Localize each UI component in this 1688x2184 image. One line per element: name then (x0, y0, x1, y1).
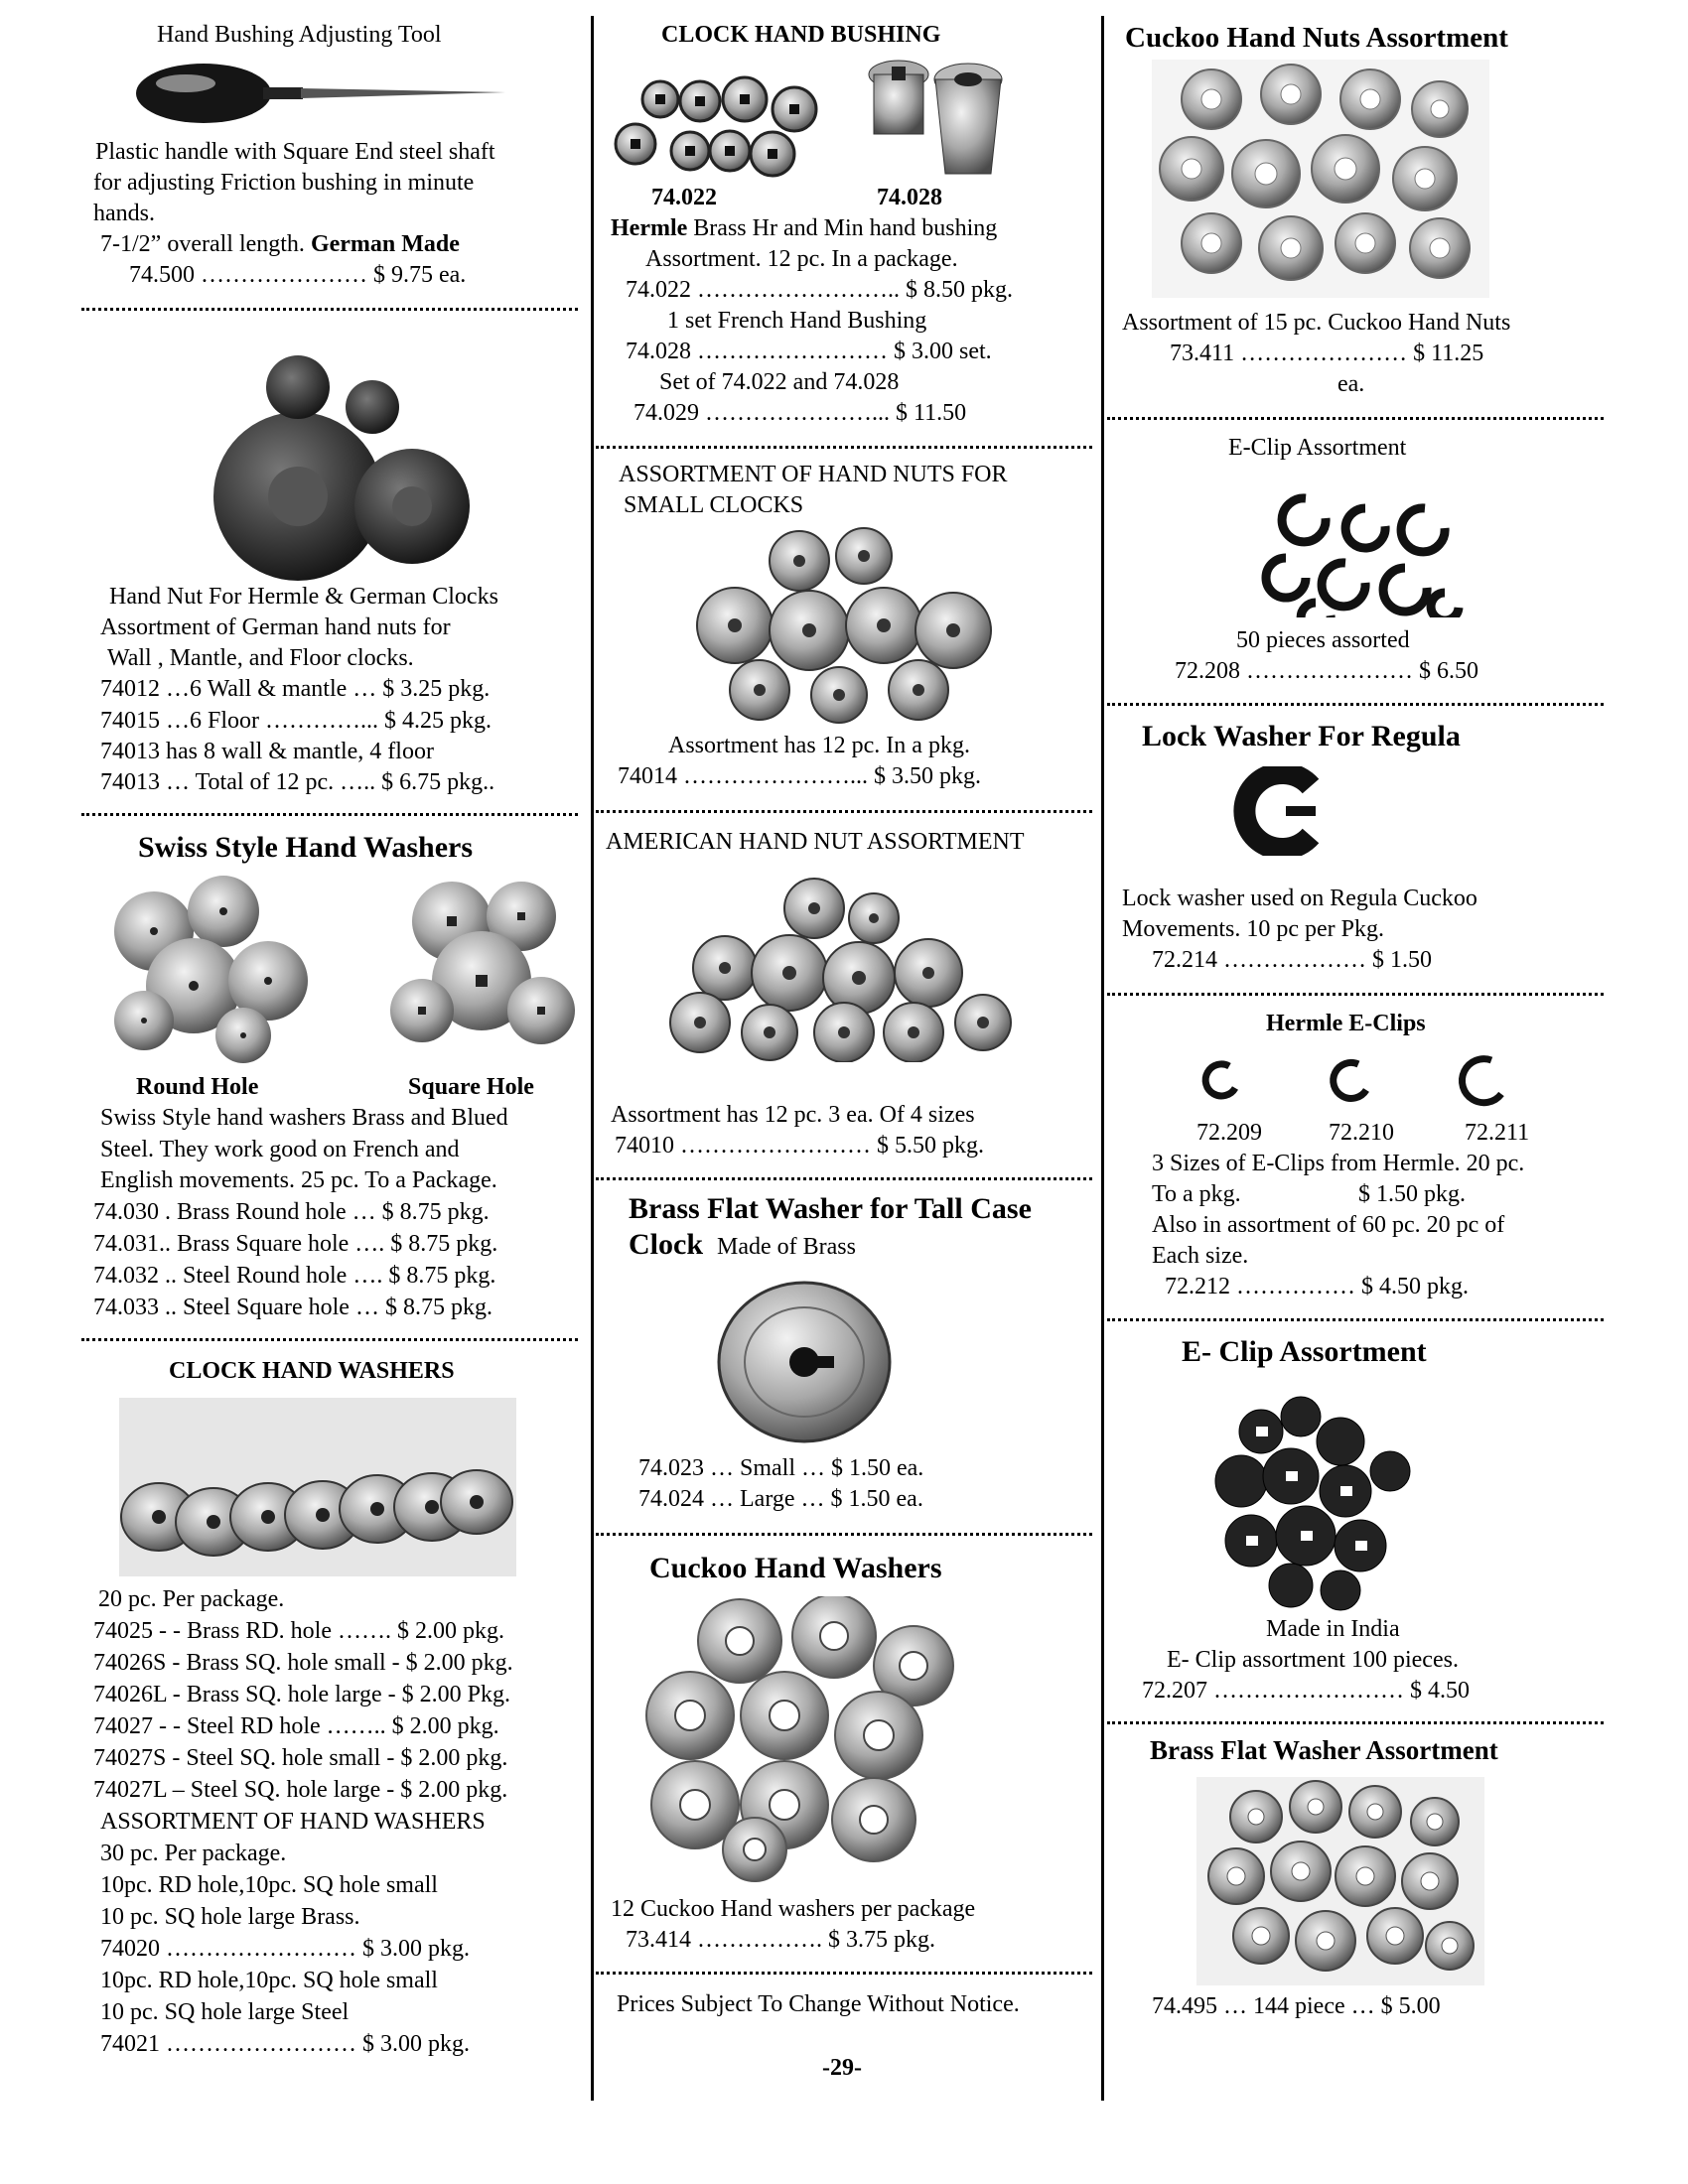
bushing-brand: Hermle (611, 215, 688, 241)
american-nuts-image (665, 874, 1023, 1062)
swiss-l6: 74.032 .. Steel Round hole …. $ 8.75 pkg. (93, 1263, 496, 1289)
cuckoo-washers-l1: 12 Cuckoo Hand washers per package (611, 1896, 976, 1922)
clock-washers-l7: 74027L – Steel SQ. hole large - $ 2.00 pkg. (93, 1777, 508, 1803)
clock-washers-l1: 20 pc. Per package. (98, 1586, 285, 1612)
hermle-eclips-l2: To a pkg. (1152, 1181, 1241, 1207)
clock-washers-image (119, 1398, 516, 1576)
eclip100-l1: Made in India (1266, 1616, 1400, 1642)
clock-washers-l14: 10 pc. SQ hole large Steel (100, 1999, 350, 2025)
hand-nut-l3: Wall , Mantle, and Floor clocks. (107, 645, 414, 671)
clock-washers-l12: 74020 …………………… $ 3.00 pkg. (100, 1936, 470, 1962)
clock-washers-l8: ASSORTMENT OF HAND WASHERS (100, 1809, 486, 1835)
hermle-eclips-l5: 72.212 …………… $ 4.50 pkg. (1165, 1274, 1469, 1299)
clock-washers-l6: 74027S - Steel SQ. hole small - $ 2.00 pkg. (93, 1745, 508, 1771)
tool-length-text: 7-1/2” overall length. (100, 231, 305, 257)
column-divider-left (591, 16, 594, 2101)
clock-washers-l4: 74026L - Brass SQ. hole large - $ 2.00 Pkg. (93, 1682, 510, 1707)
hand-nut-l7: 74013 … Total of 12 pc. ….. $ 6.75 pkg.. (100, 769, 495, 795)
bushing-l1 (611, 213, 997, 244)
tool-desc-1: Plastic handle with Square End steel shaft (95, 139, 495, 165)
hermle-eclips-c2: 72.210 (1329, 1120, 1394, 1146)
lock-title: Lock Washer For Regula (1142, 720, 1461, 752)
clock-washers-l15: 74021 …………………… $ 3.00 pkg. (100, 2031, 470, 2057)
swiss-l1: Swiss Style hand washers Brass and Blued (100, 1105, 508, 1131)
separator (596, 804, 1092, 813)
separator (1107, 1312, 1604, 1321)
cuckoo-washers-image (635, 1596, 973, 1884)
bushing-l2: Assortment. 12 pc. In a package. (645, 246, 958, 272)
small-nuts-image (690, 526, 998, 725)
brass-flat-image (715, 1281, 894, 1444)
eclip-l2: 72.208 ………………… $ 6.50 (1175, 658, 1478, 684)
tool-desc-3: hands. (93, 201, 155, 226)
small-nuts-l1: ASSORTMENT OF HAND NUTS FOR (619, 462, 1008, 487)
clock-washers-l11: 10 pc. SQ hole large Brass. (100, 1904, 360, 1930)
lock-l3: 72.214 ……………… $ 1.50 (1152, 947, 1432, 973)
swiss-l2: Steel. They work good on French and (100, 1137, 460, 1162)
hand-nut-l2: Assortment of German hand nuts for (100, 614, 451, 640)
cuckoo-washers-title: Cuckoo Hand Washers (649, 1552, 942, 1584)
separator (1107, 1715, 1604, 1724)
brass-flat-title-2 (629, 1227, 856, 1265)
separator (596, 1171, 1092, 1180)
eclip100-l2: E- Clip assortment 100 pieces. (1167, 1647, 1459, 1673)
swiss-l7: 74.033 .. Steel Square hole … $ 8.75 pkg. (93, 1295, 492, 1320)
clock-washers-l10: 10pc. RD hole,10pc. SQ hole small (100, 1872, 438, 1898)
brass-assort-l1: 74.495 … 144 piece … $ 5.00 (1152, 1993, 1441, 2019)
small-nuts-l4: 74014 …………………... $ 3.50 pkg. (618, 763, 981, 789)
tool-price: 74.500 ………………… $ 9.75 ea. (129, 262, 467, 288)
brass-flat-sub: Made of Brass (717, 1234, 856, 1260)
bushing-code-2: 74.028 (877, 185, 942, 210)
bushing-l4: 1 set French Hand Bushing (667, 308, 927, 334)
separator (596, 440, 1092, 449)
eclip-image (1246, 469, 1475, 617)
brass-flat-title-1: Brass Flat Washer for Tall Case (629, 1192, 1032, 1225)
cuckoo-nuts-title: Cuckoo Hand Nuts Assortment (1125, 22, 1508, 54)
swiss-round-image (94, 872, 323, 1065)
bushing-code-1: 74.022 (651, 185, 717, 210)
hand-nut-l4: 74012 …6 Wall & mantle … $ 3.25 pkg. (100, 676, 491, 702)
small-nuts-l2: SMALL CLOCKS (624, 492, 804, 518)
eclip-l1: 50 pieces assorted (1236, 627, 1410, 653)
cuckoo-nuts-image (1152, 60, 1489, 298)
cuckoo-washers-l2: 73.414 ……………. $ 3.75 pkg. (626, 1927, 935, 1953)
tool-title: Hand Bushing Adjusting Tool (157, 22, 442, 48)
lock-l1: Lock washer used on Regula Cuckoo (1122, 886, 1477, 911)
swiss-l5: 74.031.. Brass Square hole …. $ 8.75 pkg. (93, 1231, 498, 1257)
brass-assort-title: Brass Flat Washer Assortment (1150, 1735, 1498, 1765)
separator (1107, 987, 1604, 996)
separator (596, 1966, 1092, 1975)
cuckoo-nuts-l1: Assortment of 15 pc. Cuckoo Hand Nuts (1122, 310, 1511, 336)
clock-washers-l2: 74025 - - Brass RD. hole ……. $ 2.00 pkg. (93, 1618, 504, 1644)
hand-nut-l5: 74015 …6 Floor …………... $ 4.25 pkg. (100, 708, 492, 734)
eclip100-image (1192, 1382, 1440, 1620)
brass-flat-l2: 74.024 … Large … $ 1.50 ea. (638, 1486, 923, 1512)
brass-flat-l1: 74.023 … Small … $ 1.50 ea. (638, 1455, 924, 1481)
hermle-eclips-l3: Also in assortment of 60 pc. 20 pc of (1152, 1212, 1505, 1238)
clock-washers-title: CLOCK HAND WASHERS (169, 1358, 455, 1384)
swiss-l3: English movements. 25 pc. To a Package. (100, 1167, 497, 1193)
bushing-title: CLOCK HAND BUSHING (661, 22, 941, 48)
bushing-l1-text: Brass Hr and Min hand bushing (687, 215, 998, 241)
swiss-square-label: Square Hole (408, 1074, 534, 1100)
hermle-eclips-c1: 72.209 (1196, 1120, 1262, 1146)
tool-made: German Made (310, 231, 460, 257)
separator (81, 807, 578, 816)
lock-washer-image (1226, 766, 1326, 856)
hermle-eclips-title: Hermle E-Clips (1266, 1011, 1426, 1036)
brass-assort-image (1196, 1777, 1484, 1985)
clock-washers-l5: 74027 - - Steel RD hole …….. $ 2.00 pkg. (93, 1713, 499, 1739)
lock-l2: Movements. 10 pc per Pkg. (1122, 916, 1384, 942)
hand-nut-image (204, 347, 472, 586)
separator (81, 1332, 578, 1341)
bushing-small-image (606, 60, 844, 179)
american-l1: Assortment has 12 pc. 3 ea. Of 4 sizes (611, 1102, 975, 1128)
clock-washers-l3: 74026S - Brass SQ. hole small - $ 2.00 pkg. (93, 1650, 513, 1676)
swiss-l4: 74.030 . Brass Round hole … $ 8.75 pkg. (93, 1199, 490, 1225)
swiss-round-label: Round Hole (136, 1074, 259, 1100)
tool-length (100, 229, 460, 260)
clock-washers-l13: 10pc. RD hole,10pc. SQ hole small (100, 1968, 438, 1993)
tool-desc-2: for adjusting Friction bushing in minute (93, 170, 475, 196)
eclip-title: E-Clip Assortment (1228, 435, 1407, 461)
bushing-l6: Set of 74.022 and 74.028 (659, 369, 900, 395)
eclip100-l3: 72.207 …………………… $ 4.50 (1142, 1678, 1470, 1704)
small-nuts-l3: Assortment has 12 pc. In a pkg. (668, 733, 970, 758)
bushing-l3: 74.022 …………………….. $ 8.50 pkg. (626, 277, 1013, 303)
bushing-french-image (864, 55, 1003, 184)
cuckoo-nuts-l2: 73.411 ………………… $ 11.25 (1170, 341, 1484, 366)
hand-nut-l1: Hand Nut For Hermle & German Clocks (109, 584, 498, 610)
column-divider-right (1101, 16, 1104, 2101)
hermle-eclips-image (1192, 1050, 1529, 1110)
page-number: -29- (822, 2055, 862, 2081)
price-notice: Prices Subject To Change Without Notice. (617, 1991, 1020, 2017)
brass-flat-title-clock: Clock (629, 1228, 703, 1261)
hermle-eclips-l1: 3 Sizes of E-Clips from Hermle. 20 pc. (1152, 1151, 1525, 1176)
bushing-tool-image (124, 58, 511, 129)
cuckoo-nuts-l3: ea. (1337, 371, 1365, 397)
eclip100-title: E- Clip Assortment (1182, 1335, 1427, 1368)
american-l2: 74010 …………………… $ 5.50 pkg. (615, 1133, 984, 1159)
separator (1107, 697, 1604, 706)
hermle-eclips-c3: 72.211 (1465, 1120, 1530, 1146)
american-title: AMERICAN HAND NUT ASSORTMENT (606, 829, 1025, 855)
hermle-eclips-l2b: $ 1.50 pkg. (1358, 1181, 1466, 1207)
bushing-l5: 74.028 …………………… $ 3.00 set. (626, 339, 992, 364)
separator (1107, 411, 1604, 420)
separator (81, 302, 578, 311)
bushing-l7: 74.029 …………………... $ 11.50 (633, 400, 967, 426)
hand-nut-l6: 74013 has 8 wall & mantle, 4 floor (100, 739, 434, 764)
clock-washers-l9: 30 pc. Per package. (100, 1841, 287, 1866)
swiss-square-image (382, 872, 581, 1065)
hermle-eclips-l4: Each size. (1152, 1243, 1249, 1269)
separator (596, 1527, 1092, 1536)
swiss-title: Swiss Style Hand Washers (138, 831, 474, 864)
